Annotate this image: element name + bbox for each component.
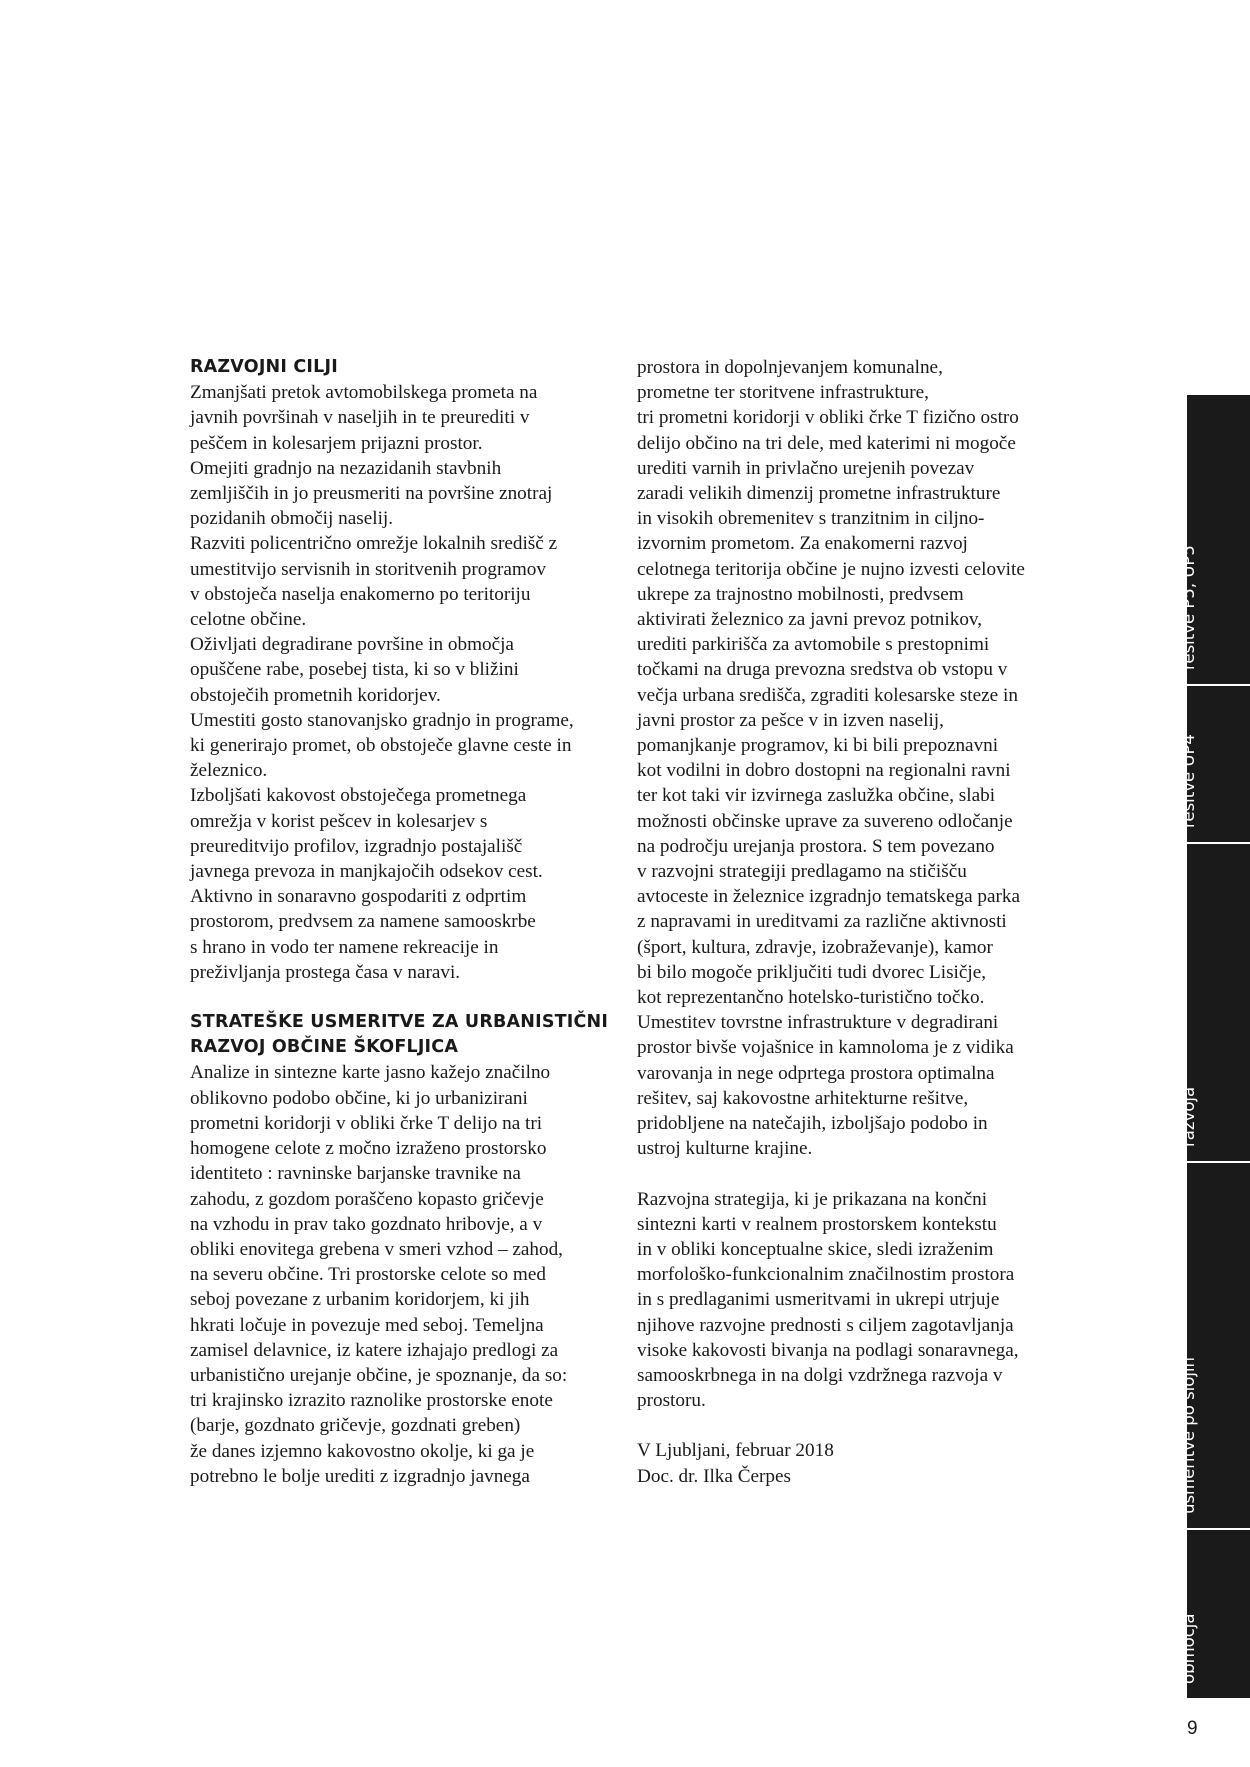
- chapter-tab-bar: [1158, 395, 1250, 1698]
- text-line: v obstoječa naselja enakomerno po teritoriju: [190, 583, 531, 605]
- tab-fotoanaliza-obmocja[interactable]: [1158, 1530, 1250, 1698]
- tab-label-line: Arhitekturno-urbanistične: [1158, 458, 1177, 670]
- tab-label-line: območja: [1179, 1613, 1198, 1684]
- text-line: in v obliki konceptualne skice, sledi izraženim: [637, 1238, 994, 1260]
- text-line: obliki enovitega grebena v smeri vzhod – zahod,: [190, 1238, 563, 1260]
- spacer: [637, 1413, 1069, 1438]
- text-line: omrežja v korist pešcev in kolesarjev s: [190, 810, 488, 832]
- text-line: preživljanja prostega časa v naravi.: [190, 961, 461, 983]
- text-line: pridobljene na natečajih, izboljšajo podobo in: [637, 1113, 988, 1135]
- text-line: varovanja in nege odprtega prostora optimalna: [637, 1062, 995, 1084]
- spacer: [190, 985, 622, 1010]
- heading-line: STRATEŠKE USMERITVE ZA URBANISTIČNI: [190, 1012, 609, 1033]
- text-line: seboj povezane z urbanim koridorjem, ki jih: [190, 1289, 530, 1311]
- text-line: in s predlaganimi usmeritvami in ukrepi utrjuje: [637, 1289, 1000, 1311]
- text-line: zaradi velikih dimenzij prometne infrastrukture: [637, 483, 1001, 505]
- text-line: javnih površinah v naseljih in te preurediti v: [190, 407, 530, 429]
- text-line: zamisel delavnice, iz katere izhajajo predlogi za: [190, 1339, 559, 1361]
- text-line: prostora in dopolnjevanjem komunalne,: [637, 357, 943, 378]
- text-line: pomanjkanje programov, ki bi bili prepoznavni: [637, 735, 999, 757]
- text-line: potrebno le bolje urediti z izgradnjo javnega: [190, 1465, 530, 1487]
- text-line: že danes izjemno kakovostno okolje, ki ga je: [190, 1440, 535, 1462]
- text-line: zahodu, z gozdom poraščeno kopasto gričevje: [190, 1188, 544, 1210]
- text-line: Oživljati degradirane površine in območja: [190, 634, 514, 656]
- text-line: zemljiščih in jo preusmeriti na površine znotraj: [190, 483, 553, 505]
- text-line: javnega prevoza in manjkajočih odsekov cest.: [190, 861, 543, 883]
- page-number: 9: [1187, 1718, 1198, 1739]
- text-line: ustroj kulturne krajine.: [637, 1138, 813, 1160]
- text-line: kot vodilni in dobro dostopni na regionalni ravni: [637, 760, 1011, 782]
- text-line: preureditvijo profilov, izgradnjo postajališč: [190, 835, 523, 857]
- text-line: na vzhodu in prav tako gozdnato hribovje, a v: [190, 1213, 543, 1235]
- tab-label-line: razvoja: [1179, 1086, 1198, 1147]
- text-line: aktivirati železnico za javni prevoz potnikov,: [637, 609, 983, 631]
- tab-label: [1157, 747, 1199, 1147]
- text-line: Aktivno in sonaravno gospodariti z odprtim: [190, 886, 527, 908]
- text-line: (barje, gozdnato gričevje, gozdnati greben): [190, 1415, 521, 1437]
- signature-block: [637, 1438, 1069, 1488]
- text-line: Doc. dr. Ilka Čerpes: [637, 1465, 791, 1487]
- text-line: na področju urejanja prostora. S tem povezano: [637, 835, 995, 857]
- text-line: prostorom, predvsem za namene samooskrbe: [190, 911, 536, 933]
- text-line: večja urbana središča, zgraditi kolesarske steze in: [637, 684, 1018, 706]
- text-line: avtoceste in železnice izgradnjo tematskega parka: [637, 886, 1021, 908]
- right-column: [637, 355, 1069, 1489]
- text-line: tri prometni koridorji v obliki črke T fizično ostro: [637, 407, 1019, 429]
- text-line: tri krajinsko izrazito raznolike prostorske enote: [190, 1390, 553, 1412]
- tab-label-line: rešitve P5, UP5: [1179, 545, 1198, 670]
- text-line: morfološko-funkcionalnim značilnostim prostora: [637, 1264, 1015, 1286]
- spacer: [637, 1162, 1069, 1187]
- text-line: izvornim prometom. Za enakomerni razvoj: [637, 533, 968, 555]
- text-line: bi bilo mogoče priključiti tudi dvorec Lisičje,: [637, 961, 987, 983]
- text-line: javni prostor za pešce v in izven naselij,: [637, 709, 944, 731]
- text-line: v razvojni strategiji predlagamo na stičišču: [637, 861, 967, 883]
- text-line: pozidanih območij naselij.: [190, 508, 394, 530]
- text-line: obstoječih prometnih koridorjev.: [190, 684, 441, 706]
- text-line: Razvojna strategija, ki je prikazana na končni: [637, 1188, 988, 1210]
- paragraph-strateske-usmeritve: [190, 1060, 622, 1488]
- text-line: opuščene rabe, posebej tista, ki so v bližini: [190, 659, 519, 681]
- text-line: Umestitev tovrstne infrastrukture v degradirani: [637, 1012, 999, 1034]
- text-line: Izboljšati kakovost obstoječega prometnega: [190, 785, 527, 807]
- text-line: prometne ter storitvene infrastrukture,: [637, 382, 929, 404]
- text-line: Omejiti gradnjo na nezazidanih stavbnih: [190, 457, 502, 479]
- paragraph-razvojna-strategija: [637, 1187, 1069, 1414]
- tab-label-line: Fotoanaliza: [1158, 1589, 1177, 1684]
- text-line: sintezni karti v realnem prostorskem kontekstu: [637, 1213, 997, 1235]
- text-line: točkami na druga prevozna sredstva ob vstopu v: [637, 659, 1008, 681]
- heading-razvojni-cilji: RAZVOJNI CILJI: [190, 357, 338, 377]
- tab-label-line: Urbanistične analize in razvojne: [1158, 1250, 1177, 1514]
- text-line: umestitvijo servisnih in storitvenih programov: [190, 558, 546, 580]
- paragraph-continuation: [637, 355, 1069, 1162]
- text-line: in visokih obremenitev s tranzitnim in ciljno-: [637, 508, 985, 530]
- text-line: Zmanjšati pretok avtomobilskega prometa na: [190, 382, 538, 404]
- text-line: ter kot taki vir izvirnega zaslužka občine, slabi: [637, 785, 996, 807]
- text-line: možnosti občinske uprave za suvereno odločanje: [637, 810, 1013, 832]
- text-line: prometni koridorji v obliki črke T delijo na tri: [190, 1112, 543, 1134]
- text-line: Umestiti gosto stanovanjsko gradnjo in programe,: [190, 709, 574, 731]
- text-line: ki generirajo promet, ob obstoječe glavne ceste in: [190, 735, 572, 757]
- tab-label-line: usmeritve po slojih: [1179, 1357, 1198, 1514]
- text-line: urediti varnih in privlačno urejenih povezav: [637, 457, 975, 479]
- heading-strateske-usmeritve: [190, 1010, 622, 1060]
- text-line: peščem in kolesarjem prijazni prostor.: [190, 432, 483, 454]
- tab-label: [1157, 1284, 1199, 1684]
- heading-line: RAZVOJ OBČINE ŠKOFLJICA: [190, 1037, 459, 1058]
- text-line: V Ljubljani, februar 2018: [637, 1440, 834, 1462]
- text-line: z napravami in ureditvami za različne aktivnosti: [637, 911, 1007, 933]
- text-line: prostor bivše vojašnice in kamnoloma je z vidika: [637, 1037, 1014, 1059]
- text-line: (šport, kultura, zdravje, izobraževanje), kamor: [637, 936, 993, 958]
- text-line: delijo občino na tri dele, med katerimi ni mogoče: [637, 432, 1016, 454]
- tab-label-line: Urbanistične: [1158, 724, 1177, 828]
- text-line: ukrepe za trajnostno mobilnosti, predvsem: [637, 583, 964, 605]
- text-line: s hrano in vodo ter namene rekreacije in: [190, 936, 499, 958]
- text-line: kot reprezentančno hotelsko-turistično točko.: [637, 987, 985, 1009]
- text-line: Analize in sintezne karte jasno kažejo značilno: [190, 1062, 551, 1084]
- text-line: oblikovno podobo občine, ki jo urbanizirani: [190, 1087, 528, 1109]
- text-line: celotne občine.: [190, 609, 307, 631]
- text-line: samooskrbnega in na dolgi vzdržnega razvoja v: [637, 1364, 1003, 1386]
- paragraph-razvojni-cilji: [190, 380, 622, 985]
- text-line: celotnega teritorija občine je nujno izvesti celovite: [637, 558, 1025, 580]
- tab-label-line: Strategija urbanističnega: [1158, 938, 1177, 1147]
- text-line: rešitev, saj kakovostne arhitekturne rešitve,: [637, 1087, 969, 1109]
- text-line: visoke kakovosti bivanja na podlagi sonaravnega,: [637, 1339, 1019, 1361]
- text-line: železnico.: [190, 760, 268, 782]
- text-line: prostoru.: [637, 1390, 706, 1412]
- text-line: identiteto : ravninske barjanske travnike na: [190, 1163, 521, 1185]
- tab-label-line: rešitve UP4: [1179, 734, 1198, 828]
- text-line: urbanistično urejanje občine, je spoznanje, da so:: [190, 1364, 568, 1386]
- text-line: njihove razvojne prednosti s ciljem zagotavljanja: [637, 1314, 1014, 1336]
- text-line: Razviti policentrično omrežje lokalnih središč z: [190, 533, 558, 555]
- text-line: hkrati ločuje in povezuje med seboj. Temeljna: [190, 1314, 544, 1336]
- text-line: homogene celote z močno izraženo prostorsko: [190, 1138, 547, 1160]
- text-line: urediti parkirišča za avtomobile s prestopnimi: [637, 634, 990, 656]
- left-column: [190, 355, 622, 1489]
- text-line: na severu občine. Tri prostorske celote so med: [190, 1264, 546, 1286]
